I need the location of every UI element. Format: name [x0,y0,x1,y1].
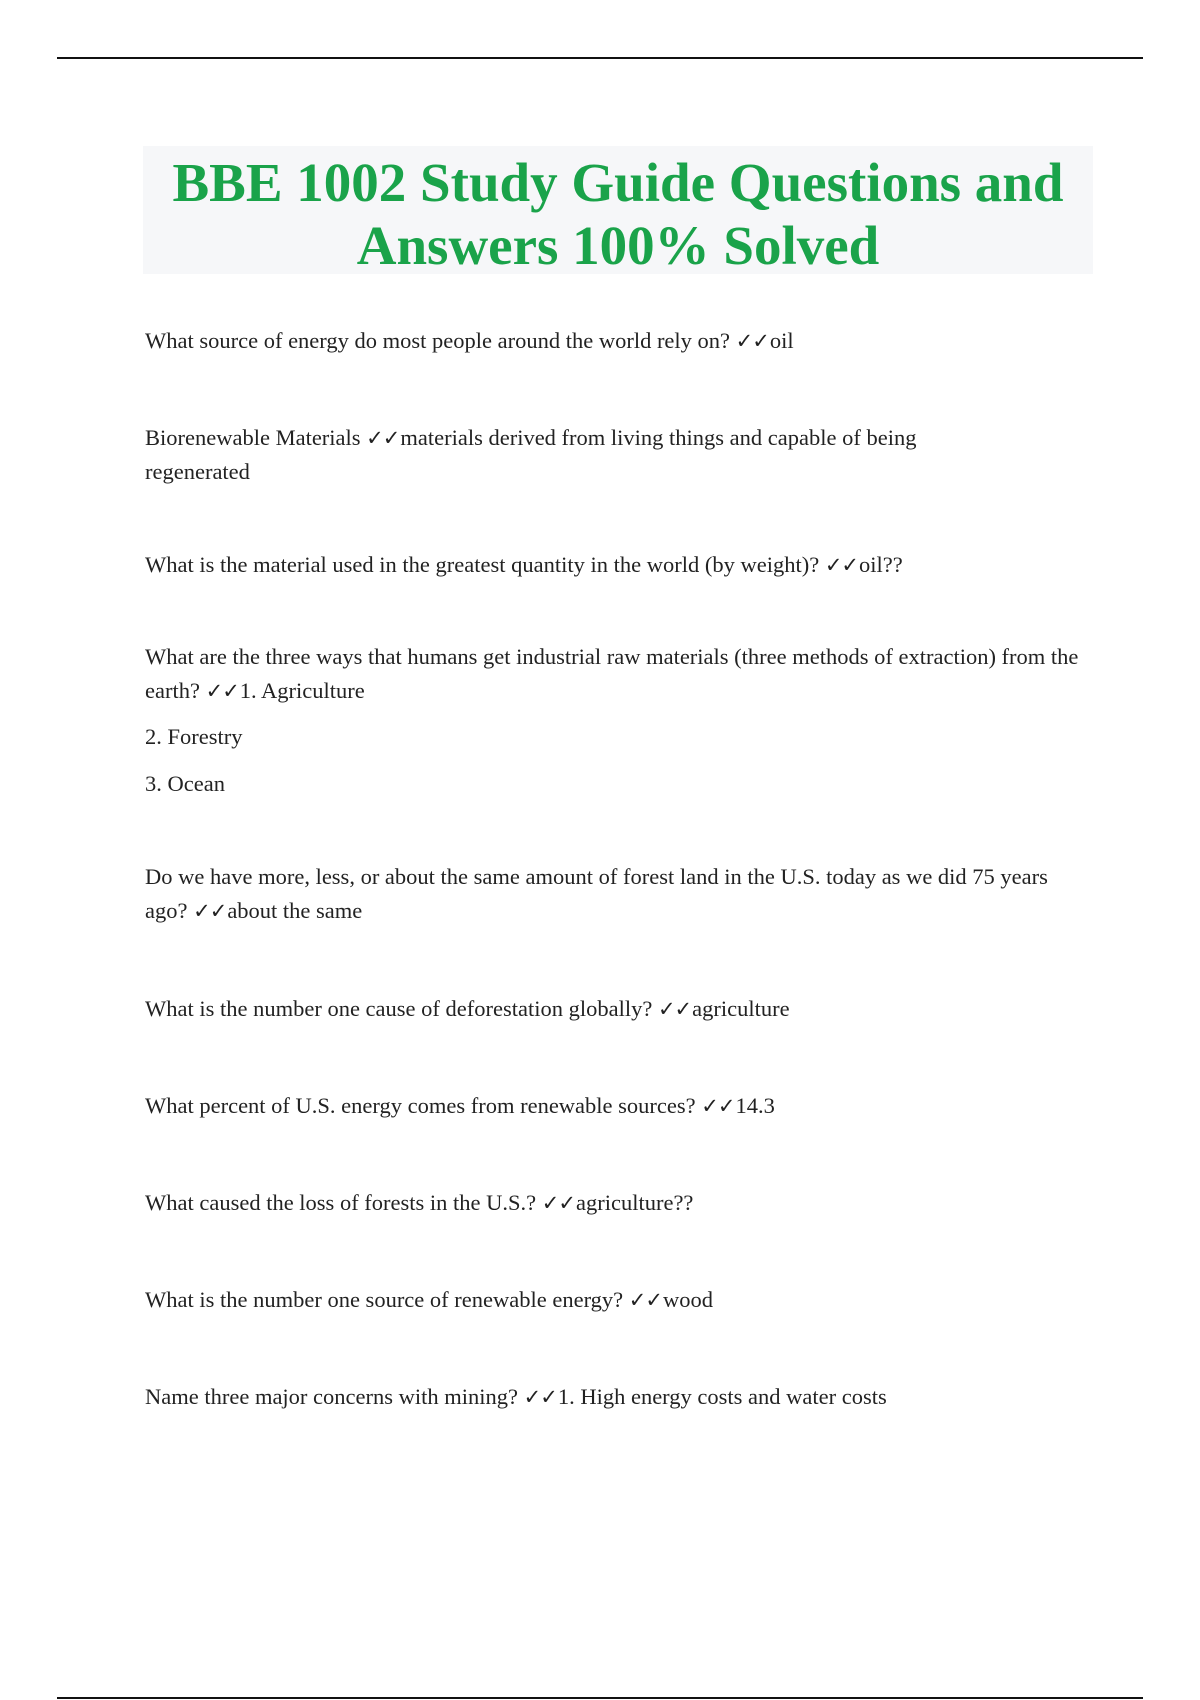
check-icon: ✓✓ [701,1094,735,1118]
check-icon: ✓✓ [735,329,769,353]
answer-text: 1. Agriculture [239,678,365,703]
header-rule [57,57,1143,59]
question-text: Do we have more, less, or about the same amount of forest land in the U.S. today as we did 75 years ago? [145,864,1048,923]
answer-text: materials derived from living things and capable of being regenerated [145,425,917,484]
answer-text: 1. High energy costs and water costs [557,1384,887,1409]
check-icon: ✓✓ [628,1288,662,1312]
qa-item-8 [145,1186,1085,1220]
check-icon: ✓✓ [193,899,227,923]
question-text: What source of energy do most people around the world rely on? [145,328,731,353]
question-text: Biorenewable Materials [145,425,361,450]
question-text: What percent of U.S. energy comes from renewable sources? [145,1093,696,1118]
list-item: 3. Ocean [145,771,225,796]
question-text: What is the number one cause of deforestation globally? [145,996,653,1021]
answer-text: oil [769,328,794,353]
qa-item-10 [145,1380,1085,1414]
list-item: 2. Forestry [145,724,243,749]
answer-text: oil?? [859,552,903,577]
answer-text: about the same [227,898,363,923]
check-icon: ✓✓ [523,1385,557,1409]
qa-item-1 [145,324,1085,358]
qa-item-4 [145,640,1085,708]
answer-text: 14.3 [735,1093,775,1118]
qa-item-7 [145,1089,1085,1123]
question-text: What caused the loss of forests in the U.S.? [145,1190,537,1215]
answer-text: agriculture [692,996,790,1021]
question-text: Name three major concerns with mining? [145,1384,518,1409]
qa-item-3 [145,548,1085,582]
question-text: What is the number one source of renewable energy? [145,1287,624,1312]
question-text: What are the three ways that humans get industrial raw materials (three methods of extraction) from the earth? [145,644,1079,703]
qa-item-5 [145,860,1085,928]
check-icon: ✓✓ [824,553,859,577]
answer-text: wood [662,1287,713,1312]
check-icon: ✓✓ [541,1191,575,1215]
qa-item-9 [145,1283,1085,1317]
title-line-2: Answers 100% Solved [356,215,880,276]
question-text: What is the material used in the greatest quantity in the world (by weight)? [145,552,820,577]
qa-item-2 [145,421,1005,489]
document-title [143,146,1093,274]
answer-text: agriculture?? [576,1190,694,1215]
title-line-1: BBE 1002 Study Guide Questions and [172,152,1064,213]
footer-rule [57,1697,1143,1699]
check-icon: ✓✓ [657,997,692,1021]
check-icon: ✓✓ [366,426,400,450]
check-icon: ✓✓ [205,679,239,703]
qa-item-6 [145,992,1085,1026]
